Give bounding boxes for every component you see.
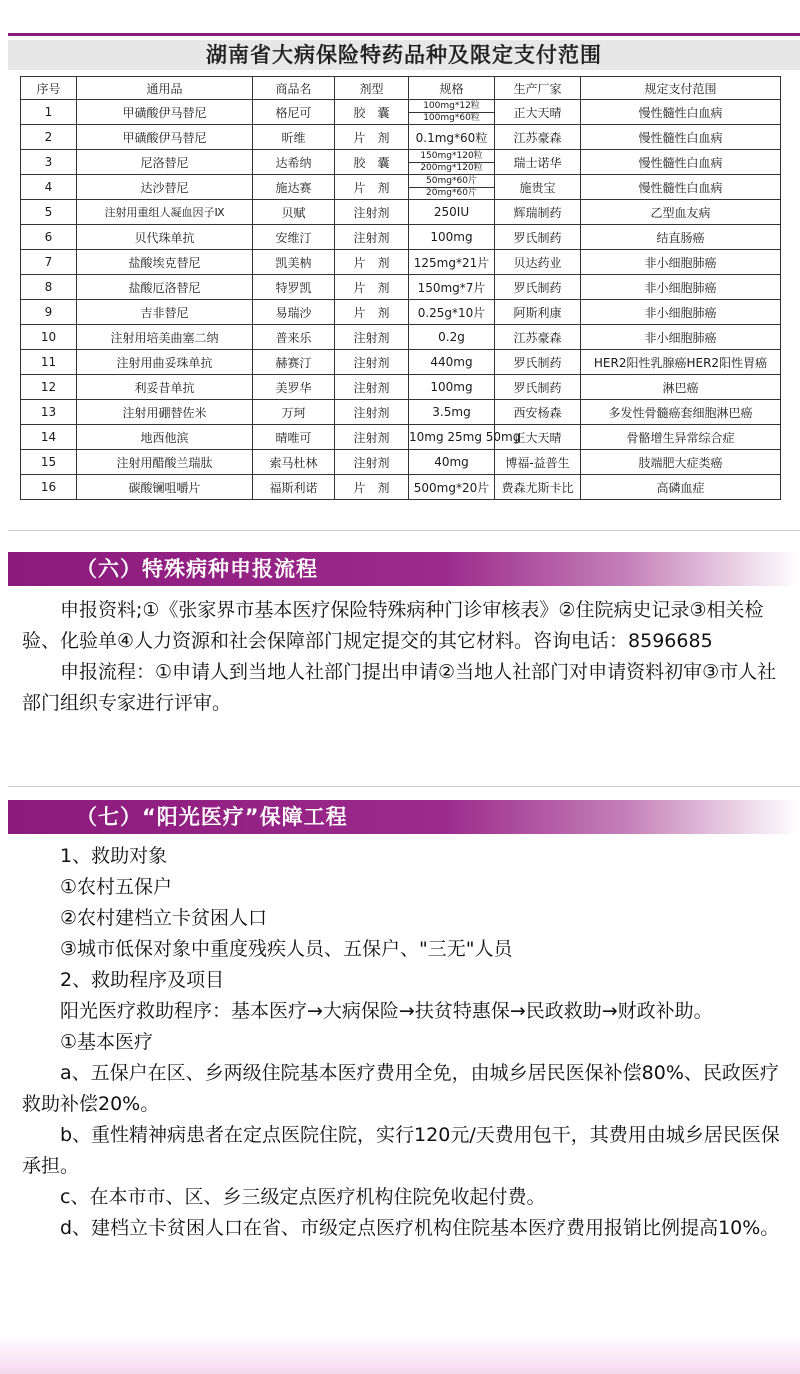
cell-maker: 江苏豪森 (495, 125, 581, 150)
cell-maker: 西安杨森 (495, 400, 581, 425)
cell-spec: 0.25g*10片 (409, 300, 495, 325)
cell-maker: 正大天晴 (495, 100, 581, 125)
header-cell: 规格 (409, 77, 495, 100)
cell-form: 片 剂 (335, 125, 409, 150)
cell-form: 注射剂 (335, 400, 409, 425)
spec-line: 200mg*120粒 (409, 162, 494, 174)
cell-generic: 注射用曲妥珠单抗 (77, 350, 253, 375)
cell-generic: 贝代珠单抗 (77, 225, 253, 250)
table-row (21, 125, 781, 150)
cell-form: 片 剂 (335, 475, 409, 500)
cell-brand: 易瑞沙 (253, 300, 335, 325)
paragraph: 申报流程：①申请人到当地人社部门提出申请②当地人社部门对申请资料初审③市人社部门组织专家进行评审。 (22, 661, 777, 714)
cell-brand: 昕维 (253, 125, 335, 150)
cell-brand: 达希纳 (253, 150, 335, 175)
cell-generic: 注射用醋酸兰瑞肽 (77, 450, 253, 475)
spec-line: 100mg*12粒 (423, 100, 480, 111)
cell-brand: 安维汀 (253, 225, 335, 250)
paragraph: ①基本医疗 (60, 1031, 154, 1053)
paragraph: a、五保户在区、乡两级住院基本医疗费用全免，由城乡居民医保补偿80%、民政医疗救助补偿20%。 (22, 1062, 779, 1115)
cell-no: 13 (21, 400, 77, 425)
cell-generic: 达沙替尼 (77, 175, 253, 200)
cell-brand: 万珂 (253, 400, 335, 425)
paragraph: 阳光医疗救助程序：基本医疗→大病保险→扶贫特惠保→民政救助→财政补助。 (60, 1000, 713, 1022)
cell-spec (409, 100, 495, 125)
section-6-title: （六）特殊病种申报流程 (8, 552, 800, 586)
cell-brand: 施达赛 (253, 175, 335, 200)
cell-spec: 150mg*7片 (409, 275, 495, 300)
cell-maker: 贝达药业 (495, 250, 581, 275)
cell-spec (409, 175, 495, 200)
table-title: 湖南省大病保险特药品种及限定支付范围 (8, 40, 800, 70)
cell-generic: 注射用硼替佐米 (77, 400, 253, 425)
cell-form: 注射剂 (335, 425, 409, 450)
cell-maker: 罗氏制药 (495, 225, 581, 250)
cell-maker: 罗氏制药 (495, 375, 581, 400)
table-row (21, 150, 781, 175)
table-row (21, 225, 781, 250)
cell-no: 14 (21, 425, 77, 450)
cell-maker: 罗氏制药 (495, 350, 581, 375)
header-cell: 生产厂家 (495, 77, 581, 100)
cell-scope: 多发性骨髓癌套细胞淋巴癌 (581, 400, 781, 425)
cell-form: 片 剂 (335, 275, 409, 300)
cell-generic: 地西他滨 (77, 425, 253, 450)
cell-form: 胶 囊 (335, 150, 409, 175)
top-rule (8, 33, 800, 36)
cell-brand: 格尼可 (253, 100, 335, 125)
table-row (21, 425, 781, 450)
cell-brand: 普来乐 (253, 325, 335, 350)
cell-brand: 美罗华 (253, 375, 335, 400)
cell-no: 12 (21, 375, 77, 400)
section-7-title: （七）“阳光医疗”保障工程 (8, 800, 800, 834)
cell-no: 16 (21, 475, 77, 500)
cell-no: 6 (21, 225, 77, 250)
cell-maker: 费森尤斯卡比 (495, 475, 581, 500)
cell-no: 11 (21, 350, 77, 375)
cell-scope: 结直肠癌 (581, 225, 781, 250)
cell-spec: 440mg (409, 350, 495, 375)
cell-no: 8 (21, 275, 77, 300)
cell-spec: 100mg (409, 375, 495, 400)
cell-scope: 高磷血症 (581, 475, 781, 500)
paragraph: ③城市低保对象中重度残疾人员、五保户、"三无"人员 (60, 938, 513, 960)
divider (8, 786, 800, 787)
cell-brand: 索马杜林 (253, 450, 335, 475)
table-row (21, 350, 781, 375)
cell-brand: 凯美枘 (253, 250, 335, 275)
cell-scope: 慢性髓性白血病 (581, 175, 781, 200)
cell-maker: 瑞士诺华 (495, 150, 581, 175)
cell-spec: 3.5mg (409, 400, 495, 425)
cell-scope: 淋巴癌 (581, 375, 781, 400)
cell-brand: 赫赛汀 (253, 350, 335, 375)
header-cell: 通用品 (77, 77, 253, 100)
spec-line: 50mg*60片 (426, 175, 477, 186)
cell-spec: 500mg*20片 (409, 475, 495, 500)
table-row (21, 450, 781, 475)
table-row (21, 375, 781, 400)
drug-table (20, 76, 781, 500)
table-row (21, 300, 781, 325)
paragraph: c、在本市市、区、乡三级定点医疗机构住院免收起付费。 (60, 1186, 546, 1208)
paragraph: b、重性精神病患者在定点医院住院，实行120元/天费用包干，其费用由城乡居民医保承担。 (22, 1124, 780, 1177)
cell-form: 注射剂 (335, 225, 409, 250)
cell-spec: 0.2g (409, 325, 495, 350)
cell-generic: 注射用培美曲塞二纳 (77, 325, 253, 350)
cell-no: 3 (21, 150, 77, 175)
cell-no: 15 (21, 450, 77, 475)
cell-spec: 250IU (409, 200, 495, 225)
cell-maker: 罗氏制药 (495, 275, 581, 300)
cell-spec: 40mg (409, 450, 495, 475)
table-header-row (21, 77, 781, 100)
cell-scope: 非小细胞肺癌 (581, 300, 781, 325)
cell-generic: 吉非替尼 (77, 300, 253, 325)
cell-form: 胶 囊 (335, 100, 409, 125)
spec-line: 150mg*120粒 (420, 150, 483, 161)
cell-scope: 骨骼增生异常综合症 (581, 425, 781, 450)
cell-generic: 注射用重组人凝血因子Ⅸ (77, 200, 253, 225)
cell-form: 注射剂 (335, 450, 409, 475)
section-7-body (22, 841, 786, 1244)
cell-scope: 乙型血友病 (581, 200, 781, 225)
cell-no: 10 (21, 325, 77, 350)
cell-form: 注射剂 (335, 350, 409, 375)
cell-spec: 125mg*21片 (409, 250, 495, 275)
header-cell: 序号 (21, 77, 77, 100)
divider (8, 530, 800, 531)
cell-maker: 辉瑞制药 (495, 200, 581, 225)
cell-scope: 慢性髓性白血病 (581, 125, 781, 150)
cell-spec: 100mg (409, 225, 495, 250)
cell-spec: 0.1mg*60粒 (409, 125, 495, 150)
cell-form: 片 剂 (335, 300, 409, 325)
spec-line: 100mg*60粒 (409, 112, 494, 124)
cell-scope: 肢端肥大症类癌 (581, 450, 781, 475)
cell-maker: 施贵宝 (495, 175, 581, 200)
paragraph: 1、救助对象 (60, 845, 168, 867)
cell-no: 4 (21, 175, 77, 200)
table-row (21, 475, 781, 500)
cell-no: 7 (21, 250, 77, 275)
paragraph: ①农村五保户 (60, 876, 173, 898)
cell-maker: 阿斯利康 (495, 300, 581, 325)
cell-form: 片 剂 (335, 250, 409, 275)
cell-scope: 非小细胞肺癌 (581, 325, 781, 350)
header-cell: 剂型 (335, 77, 409, 100)
cell-scope: 慢性髓性白血病 (581, 150, 781, 175)
table-row (21, 250, 781, 275)
cell-form: 注射剂 (335, 200, 409, 225)
cell-maker: 博福-益普生 (495, 450, 581, 475)
header-cell: 规定支付范围 (581, 77, 781, 100)
table-row (21, 175, 781, 200)
paragraph: ②农村建档立卡贫困人口 (60, 907, 268, 929)
cell-maker: 正大天晴 (495, 425, 581, 450)
cell-scope: HER2阳性乳腺癌HER2阳性胃癌 (581, 350, 781, 375)
cell-scope: 非小细胞肺癌 (581, 275, 781, 300)
spec-line: 20mg*60片 (409, 187, 494, 199)
table-row (21, 325, 781, 350)
cell-generic: 甲磺酸伊马替尼 (77, 125, 253, 150)
cell-form: 片 剂 (335, 175, 409, 200)
cell-no: 1 (21, 100, 77, 125)
cell-brand: 晴唯可 (253, 425, 335, 450)
cell-generic: 尼洛替尼 (77, 150, 253, 175)
bottom-fade (0, 1334, 800, 1374)
cell-brand: 贝赋 (253, 200, 335, 225)
cell-no: 9 (21, 300, 77, 325)
table-row (21, 100, 781, 125)
header-cell: 商品名 (253, 77, 335, 100)
table-row (21, 200, 781, 225)
paragraph: 申报资料;①《张家界市基本医疗保险特殊病种门诊审核表》②住院病史记录③相关检验、化验单④人力资源和社会保障部门规定提交的其它材料。咨询电话：8596685 (22, 599, 764, 652)
cell-brand: 特罗凯 (253, 275, 335, 300)
cell-form: 注射剂 (335, 375, 409, 400)
cell-no: 5 (21, 200, 77, 225)
cell-no: 2 (21, 125, 77, 150)
cell-generic: 利妥昔单抗 (77, 375, 253, 400)
cell-generic: 碳酸镧咀嚼片 (77, 475, 253, 500)
cell-scope: 慢性髓性白血病 (581, 100, 781, 125)
table-row (21, 275, 781, 300)
table-row (21, 400, 781, 425)
cell-spec (409, 150, 495, 175)
cell-form: 注射剂 (335, 325, 409, 350)
cell-generic: 盐酸埃克替尼 (77, 250, 253, 275)
cell-maker: 江苏豪森 (495, 325, 581, 350)
section-6-body (22, 595, 786, 719)
paragraph: d、建档立卡贫困人口在省、市级定点医疗机构住院基本医疗费用报销比例提高10%。 (60, 1217, 780, 1239)
table-body (21, 100, 781, 500)
paragraph: 2、救助程序及项目 (60, 969, 225, 991)
cell-brand: 福斯利诺 (253, 475, 335, 500)
cell-spec: 10mg 25mg 50mg (409, 425, 495, 450)
cell-generic: 盐酸厄洛替尼 (77, 275, 253, 300)
cell-scope: 非小细胞肺癌 (581, 250, 781, 275)
cell-generic: 甲磺酸伊马替尼 (77, 100, 253, 125)
